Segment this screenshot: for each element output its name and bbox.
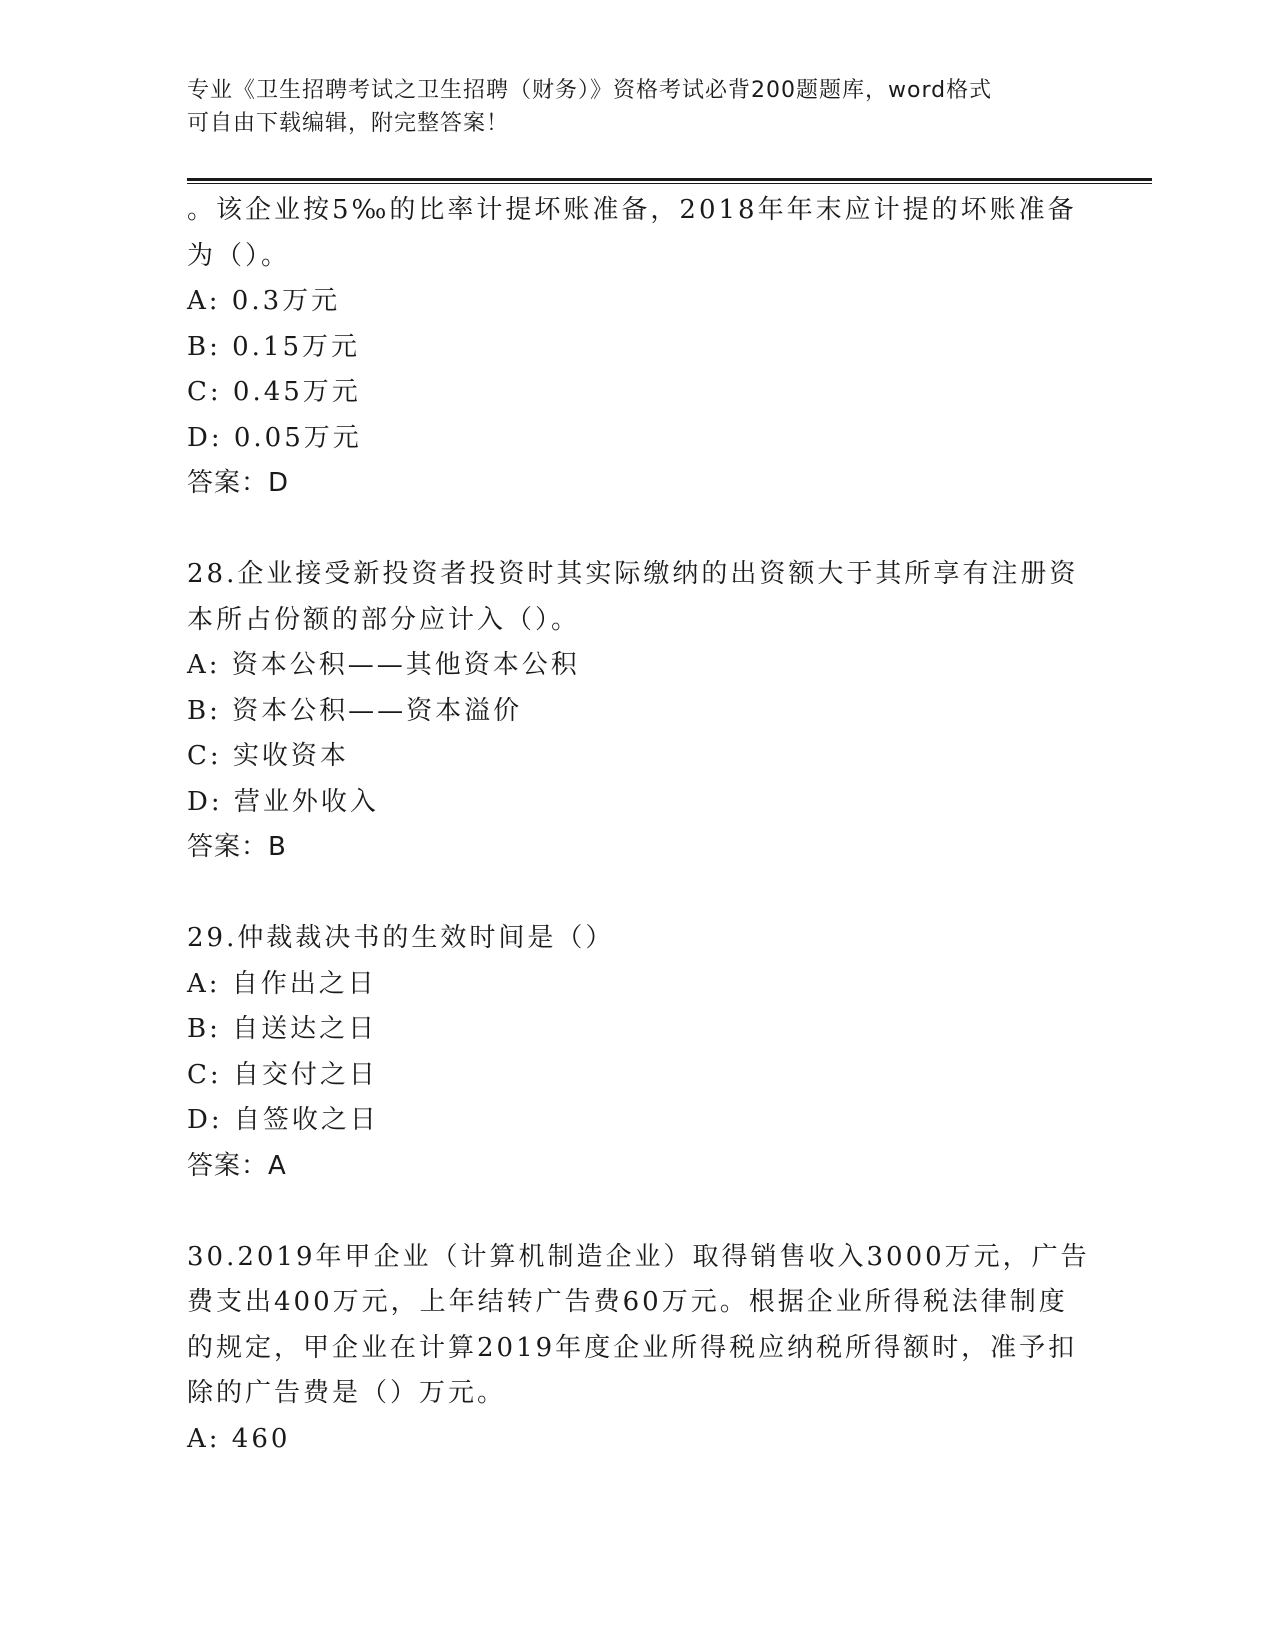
question-stem-line: 为（）。 xyxy=(187,240,291,271)
option-d: D: 0.05万元 xyxy=(187,422,362,453)
question-gap xyxy=(187,507,1087,553)
option-d: D: 自签收之日 xyxy=(187,1105,379,1135)
question-29 xyxy=(187,916,1087,1189)
question-gap xyxy=(187,871,1087,917)
header-divider-thick xyxy=(187,178,1152,181)
option-b: B: 0.15万元 xyxy=(187,331,361,362)
option-c: C: 自交付之日 xyxy=(187,1059,378,1090)
document-body xyxy=(187,188,1090,1462)
option-d: D: 营业外收入 xyxy=(187,786,379,817)
option-c: C: 0.45万元 xyxy=(187,377,361,407)
document-header xyxy=(187,74,1087,140)
option-c: C: 实收资本 xyxy=(187,741,349,771)
question-gap xyxy=(187,1189,1087,1235)
question-stem-line: 28.企业接受新投资者投资时其实际缴纳的出资额大于其所享有注册资 xyxy=(187,559,1079,589)
header-line-2: 可自由下载编辑，附完整答案！ xyxy=(187,111,510,136)
answer-line: 答案：B xyxy=(187,832,287,862)
header-divider-thin xyxy=(187,183,1152,184)
option-a: A: 460 xyxy=(187,1423,291,1454)
question-stem-line: 除的广告费是（）万元。 xyxy=(187,1378,507,1408)
header-line-1: 专业《卫生招聘考试之卫生招聘（财务）》资格考试必背200题题库，word格式 xyxy=(187,78,993,103)
question-stem-line: 。该企业按5‰的比率计提坏账准备，2018年年末应计提的坏账准备 xyxy=(187,195,1077,225)
question-stem-line: 30.2019年甲企业（计算机制造企业）取得销售收入3000万元，广告 xyxy=(187,1241,1090,1272)
option-a: A: 0.3万元 xyxy=(187,286,341,316)
question-28 xyxy=(187,552,1087,871)
option-a: A: 自作出之日 xyxy=(187,968,377,999)
option-a: A: 资本公积——其他资本公积 xyxy=(187,650,580,680)
question-27 xyxy=(187,188,1087,507)
answer-line: 答案：A xyxy=(187,1150,287,1181)
question-stem-line: 本所占份额的部分应计入（）。 xyxy=(187,604,581,635)
option-b: B: 自送达之日 xyxy=(187,1014,378,1044)
question-stem-line: 29.仲裁裁决书的生效时间是（） xyxy=(187,923,615,953)
question-stem-line: 的规定，甲企业在计算2019年度企业所得税应纳税所得额时，准予扣 xyxy=(187,1332,1078,1363)
question-stem-line: 费支出400万元，上年结转广告费60万元。根据企业所得税法律制度 xyxy=(187,1287,1068,1317)
option-b: B: 资本公积——资本溢价 xyxy=(187,695,523,726)
question-30 xyxy=(187,1235,1090,1463)
answer-line: 答案：D xyxy=(187,468,290,498)
